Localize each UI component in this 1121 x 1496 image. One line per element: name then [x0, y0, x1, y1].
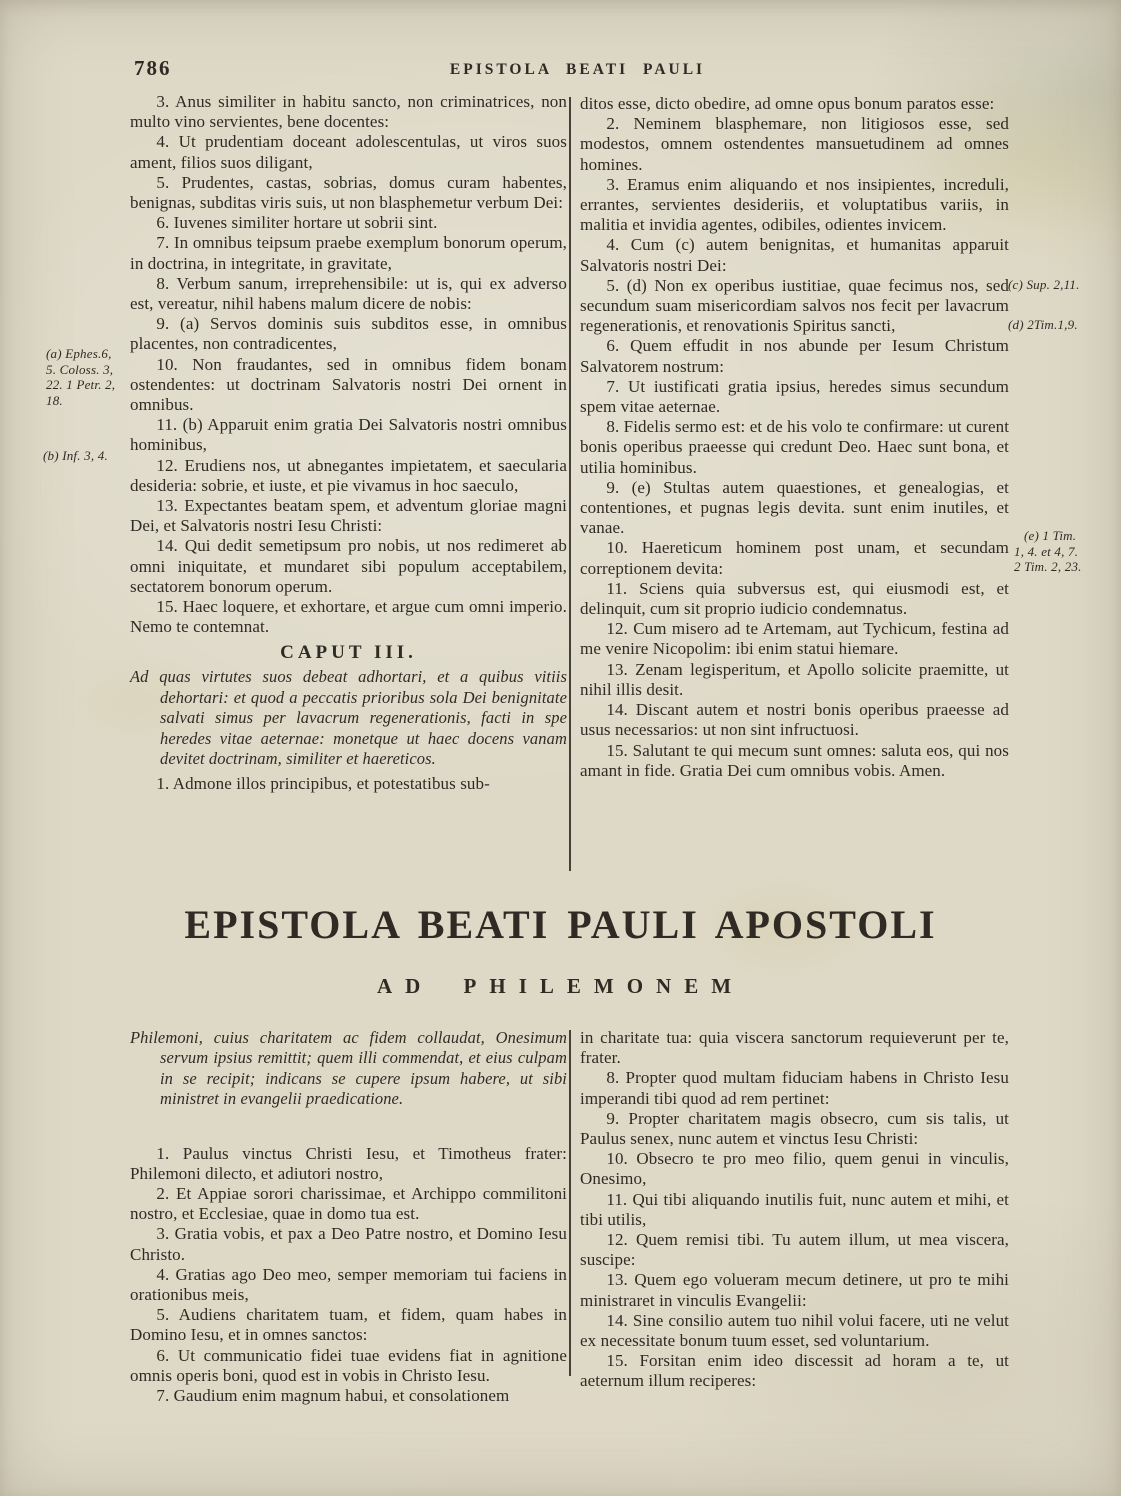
- verse-paragraph: 3. Anus similiter in habitu sancto, non criminatrices, non multo vino servientes, bene docentes:: [130, 92, 567, 132]
- philemon-left-column: [130, 1028, 567, 1406]
- verse-paragraph: 2. Neminem blasphemare, non litigiosos esse, sed modestos, omnem ostendentes mansuetudinem ad omnes homines.: [580, 114, 1009, 174]
- column-divider-rule: [569, 97, 571, 871]
- verse-paragraph: 4. Ut prudentiam doceant adolescentulas, ut viros suos ament, filios suos diligant,: [130, 132, 567, 172]
- verse-paragraph: 4. Cum (c) autem benignitas, et humanitas apparuit Salvatoris nostri Dei:: [580, 235, 1009, 275]
- verse-paragraph: 8. Propter quod multam fiduciam habens in Christo Iesu imperandi tibi quod ad rem pertinet:: [580, 1068, 1009, 1108]
- verse-paragraph: 5. (d) Non ex operibus iustitiae, quae fecimus nos, sed secundum suam misericordiam salvos nos fecit per lavacrum regenerationis, et renovationis Spiritus sancti,: [580, 275, 1009, 336]
- margin-note-line: (e) 1 Tim.: [1024, 528, 1077, 543]
- verse-paragraph: 8. Fidelis sermo est: et de his volo te confirmare: ut curent bonis operibus praeesse qui credunt Deo. Haec sunt bona, et utilia hominibus.: [580, 417, 1010, 477]
- verse-paragraph: 1. Paulus vinctus Christi Iesu, et Timotheus frater: Philemoni dilecto, et adiutori nostro,: [130, 1143, 567, 1183]
- philemon-right-column: [580, 1028, 1009, 1392]
- margin-note-line: (a) Ephes.6,: [46, 346, 112, 361]
- margin-note-a: [46, 346, 132, 408]
- verse-paragraph: 13. Zenam legisperitum, et Apollo solicite praemitte, ut nihil illis desit.: [580, 659, 1009, 699]
- margin-note-line: (c) Sup. 2,11.: [1008, 277, 1080, 292]
- verse-paragraph: 10. Non fraudantes, sed in omnibus fidem bonam ostendentes: ut doctrinam Salvatoris nostri Dei ornent in omnibus.: [130, 354, 567, 415]
- margin-note-line: (d) 2Tim.1,9.: [1008, 317, 1078, 332]
- verse-paragraph: 4. Gratias ago Deo meo, semper memoriam tui faciens in orationibus meis,: [130, 1264, 567, 1305]
- margin-note-c: [1008, 277, 1118, 293]
- verse-paragraph: 10. Obsecro te pro meo filio, quem genui in vinculis, Onesimo,: [580, 1149, 1009, 1189]
- philemon-epistle-title: EPISTOLA BEATI PAULI APOSTOLI: [184, 902, 937, 947]
- verse-paragraph: 3. Eramus enim aliquando et nos insipientes, increduli, errantes, servientes desideriis, et voluptatibus variis, in malitia et invidia agentes, odibiles, odientes invicem.: [580, 174, 1009, 235]
- verse-paragraph: 6. Quem effudit in nos abunde per Iesum Christum Salvatorem nostrum:: [580, 336, 1009, 376]
- caput-iii-heading: CAPUT III.: [280, 642, 417, 664]
- page-number: 786: [134, 56, 172, 80]
- verse-paragraph: 14. Qui dedit semetipsum pro nobis, ut nos redimeret ab omni iniquitate, et mundaret sibi populum acceptabilem, sectatorem bonorum operum.: [130, 536, 567, 596]
- verse-paragraph: 13. Quem ego volueram mecum detinere, ut pro te mihi ministraret in vinculis Evangelii:: [580, 1270, 1009, 1310]
- verse-paragraph: 14. Sine consilio autem tuo nihil volui facere, uti ne velut ex necessitate bonum tuum esset, sed voluntarium.: [580, 1310, 1009, 1351]
- verse-paragraph: 10. Haereticum hominem post unam, et secundam correptionem devita:: [580, 538, 1009, 578]
- margin-note-line: 22. 1 Petr. 2,: [46, 377, 116, 392]
- titus-right-column: [580, 94, 1009, 781]
- column-divider-rule: [569, 1030, 571, 1376]
- verse-paragraph: 5. Prudentes, castas, sobrias, domus curam habentes, benignas, subditas viris suis, ut non blasphemetur verbum Dei:: [130, 172, 567, 213]
- verse-paragraph: 6. Ut communicatio fidei tuae evidens fiat in agnitione omnis operis boni, quod est in vobis in Christo Iesu.: [130, 1345, 567, 1385]
- verse-paragraph: 14. Discant autem et nostri bonis operibus praeesse ad usus necessarios: ut non sint infructuosi.: [580, 700, 1009, 740]
- verse-paragraph: 15. Forsitan enim ideo discessit ad horam a te, ut aeternum illum reciperes:: [580, 1351, 1009, 1391]
- verse-paragraph: 6. Iuvenes similiter hortare ut sobrii sint.: [156, 213, 438, 233]
- verse-paragraph: 9. (e) Stultas autem quaestiones, et genealogias, et contentiones, et pugnas legis devita. sunt enim inutiles, et vanae.: [580, 477, 1009, 538]
- margin-note-line: 1, 4. et 4, 7.: [1014, 543, 1079, 559]
- philemon-epistle-subtitle: AD PHILEMONEM: [376, 974, 745, 998]
- verse-paragraph: 15. Haec loquere, et exhortare, et argue cum omni imperio. Nemo te contemnat.: [130, 597, 567, 637]
- verse-paragraph: 13. Expectantes beatam spem, et adventum gloriae magni Dei, et Salvatoris nostri Iesu Christi:: [130, 496, 567, 536]
- titus-chapter3-left-verses: [130, 774, 567, 794]
- margin-note-b: [43, 448, 143, 464]
- margin-note-e: [1014, 528, 1118, 575]
- margin-note-line: 2 Tim. 2, 23.: [1014, 559, 1082, 574]
- verse-paragraph: 11. (b) Apparuit enim gratia Dei Salvatoris nostri omnibus hominibus,: [130, 415, 567, 455]
- verse-paragraph: 7. In omnibus teipsum praebe exemplum bonorum operum, in doctrina, in integritate, in gravitate,: [130, 233, 567, 273]
- running-header: EPISTOLA BEATI PAULI: [449, 61, 706, 78]
- verse-paragraph: ditos esse, dicto obedire, ad omne opus bonum paratos esse:: [580, 94, 995, 113]
- verse-paragraph: 12. Cum misero ad te Artemam, aut Tychicum, festina ad me venire Nicopolim: ibi enim statui hiemare.: [580, 619, 1009, 659]
- margin-note-line: 5. Coloss. 3,: [46, 361, 114, 377]
- titus-left-column: [130, 92, 567, 794]
- verse-paragraph: 12. Quem remisi tibi. Tu autem illum, ut mea viscera, suscipe:: [580, 1230, 1009, 1270]
- philemon-argument: Philemoni, cuius charitatem ac fidem collaudat, Onesimum servum ipsius remittit; quem illi commendat, et eius culpam in se recipit; indicans se cupere ipsum habere, ut sibi ministret in evangelii praedicatione.: [130, 1028, 567, 1109]
- verse-paragraph: 3. Gratia vobis, et pax a Deo Patre nostro, et Domino Iesu Christo.: [130, 1224, 567, 1264]
- verse-paragraph: 11. Qui tibi aliquando inutilis fuit, nunc autem et mihi, et tibi utilis,: [580, 1189, 1009, 1229]
- verse-paragraph: 15. Salutant te qui mecum sunt omnes: saluta eos, qui nos amant in fide. Gratia Dei cum omnibus vobis. Amen.: [580, 740, 1009, 780]
- verse-paragraph: 9. Propter charitatem magis obsecro, cum sis talis, ut Paulus senex, nunc autem et vinctus Iesu Christi:: [580, 1108, 1009, 1149]
- titus-chapter2-verses: [130, 92, 567, 637]
- caput-iii-argument: Ad quas virtutes suos debeat adhortari, et a quibus vitiis dehortari: et quod a peccatis prioribus sola Dei benignitate salvati simus per lavacrum regenerationis, facti in spe heredes vitae aeternae: monetque ut haec docens vanam devitet doctrinam, similiter et haereticos.: [130, 667, 567, 769]
- verse-paragraph: 11. Sciens quia subversus est, qui eiusmodi est, et delinquit, cum sit proprio iudicio condemnatus.: [580, 578, 1009, 619]
- margin-note-line: 18.: [46, 392, 63, 408]
- verse-paragraph: 1. Admone illos principibus, et potestatibus sub-: [156, 773, 490, 793]
- margin-note-d: [1008, 317, 1118, 333]
- verse-paragraph: 12. Erudiens nos, ut abnegantes impietatem, et saecularia desideria: sobrie, et iuste, et pie vivamus in hoc saeculo,: [130, 455, 567, 495]
- verse-paragraph: 2. Et Appiae sorori charissimae, et Archippo commilitoni nostro, et Ecclesiae, quae in domo tua est.: [130, 1184, 567, 1224]
- verse-paragraph: 9. (a) Servos dominis suis subditos esse, in omnibus placentes, non contradicentes,: [130, 314, 567, 354]
- verse-paragraph: 7. Ut iustificati gratia ipsius, heredes simus secundum spem vitae aeternae.: [580, 376, 1009, 417]
- verse-paragraph: in charitate tua: quia viscera sanctorum requieverunt per te, frater.: [580, 1028, 1009, 1068]
- margin-note-line: (b) Inf. 3, 4.: [43, 448, 108, 463]
- verse-paragraph: 5. Audiens charitatem tuam, et fidem, quam habes in Domino Iesu, et in omnes sanctos:: [130, 1305, 567, 1345]
- philemon-left-verses: [130, 1144, 567, 1407]
- verse-paragraph: 8. Verbum sanum, irreprehensibile: ut is, qui ex adverso est, vereatur, nihil habens malum dicere de nobis:: [130, 273, 567, 314]
- verse-paragraph: 7. Gaudium enim magnum habui, et consolationem: [156, 1386, 510, 1406]
